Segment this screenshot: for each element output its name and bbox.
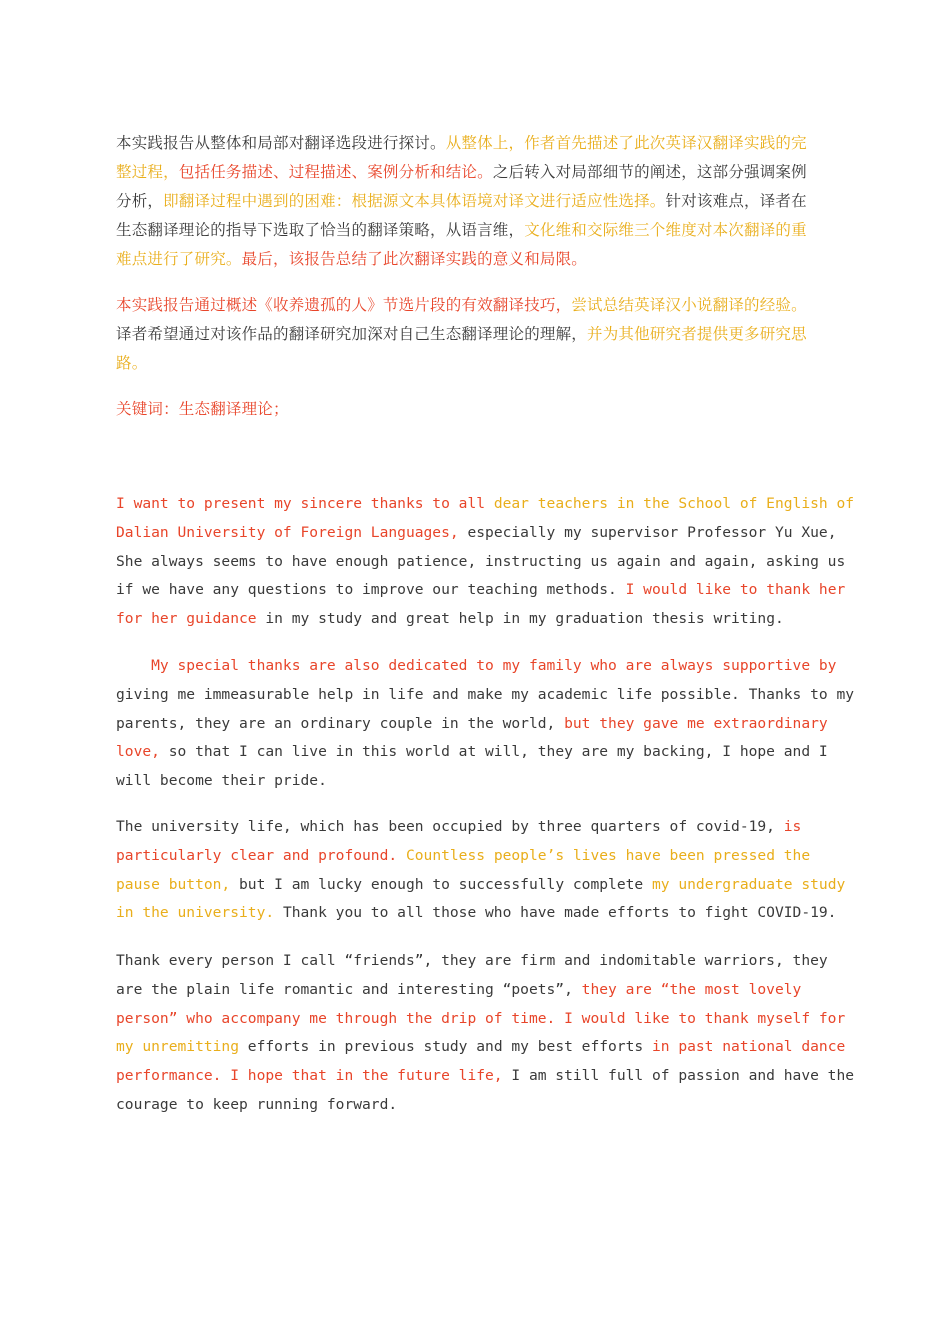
ack-paragraph-2 [116,652,855,796]
text-run: Thank you to all those who have made efforts to fight COVID-19. [274,904,837,922]
text-run: will become their pride. [116,772,327,790]
text-run: The university life, which has been occupied by three quarters of covid-19, [116,818,784,835]
text-run: so that I can live in this world at will, they are my backing, I hope and I [159,743,828,761]
text-run: but I am lucky enough to successfully complete [230,875,652,893]
text-run: 关键词：生态翻译理论； [116,400,289,418]
ack-paragraph-4 [116,947,855,1120]
text-run: efforts in previous study and my best efforts [239,1038,652,1056]
text-line [116,681,855,710]
text-line [116,1091,822,1120]
text-line [116,738,828,767]
text-run: 文化维和交际维三个维度对本次翻译的重难点进行了研究。 [116,221,807,268]
text-run: pause button, [116,875,231,893]
text-run: are the plain life romantic and interesting “poets”, [116,980,582,998]
text-line [116,1033,846,1062]
text-line [116,576,846,605]
text-run: love, [116,743,160,761]
text-run: 并为其他研究者提供更多研究思路。 [116,325,807,372]
text-run: 从整体上，作者首先描述了此次英译汉翻译实践的完整过程， [116,134,807,181]
text-run: especially my supervisor Professor Yu Xue, [458,523,837,541]
text-run: dear teachers in the School of English of [493,495,855,512]
text-line [116,652,837,681]
text-run: Thank every person I call “friends”, they are firm and indomitable warriors, they [116,952,828,969]
text-run: but they gave me extraordinary [564,714,828,732]
text-run: 译者希望通过对该作品的翻译研究加深对自己生态翻译理论的理解， [116,325,588,343]
text-run: 本实践报告通过概述《收养遗孤的人》节选片段的有效翻译技巧， [116,296,572,314]
text-line [116,1062,855,1091]
text-line [116,976,822,1005]
text-run: particularly clear and profound. [116,846,398,864]
ack-paragraph-3 [116,813,846,928]
text-run: they are “the most lovely [581,980,802,998]
text-line [116,947,828,976]
text-line [116,813,822,842]
keywords-line [116,395,820,424]
text-run: courage to keep running forward. [116,1095,398,1113]
text-line [116,710,828,739]
text-run: in past national dance [651,1038,846,1056]
abstract-paragraph-1 [116,129,820,274]
text-run: if we have any questions to improve our teaching methods. [116,581,626,599]
text-run: 尝试总结英译汉小说翻译的经验。 [571,296,807,314]
text-run: I would like to thank her [625,581,846,599]
text-line [116,1005,846,1034]
text-run: 包括任务描述、过程描述、案例分析和结论。 [178,163,493,181]
text-run: my undergraduate study [651,875,846,893]
text-run: is [783,818,802,835]
text-run: 即翻译过程中遇到的困难：根据源文本具体语境对译文进行适应性选择。 [163,192,666,210]
text-run: parents, they are an ordinary couple in the world, [116,714,565,732]
ack-paragraph-1 [116,490,855,634]
abstract-paragraph-2 [116,291,820,378]
text-run: in my study and great help in my graduation thesis writing. [256,610,784,628]
text-line [116,548,846,577]
text-run: Countless people’s lives have been pressed the [397,846,811,864]
text-run: giving me immeasurable help in life and make my academic life possible. Thanks to my [116,685,855,703]
text-line [116,490,855,519]
text-line [116,899,837,928]
text-run: 针对该难点，译者在生态翻译理论的指导下选取了恰当的翻译策略，从语言维， [116,192,807,239]
text-line [116,871,846,900]
text-line [116,519,837,548]
text-run: 之后转入对局部细节的阐述，这部分强调案例分析， [116,163,807,210]
text-run: performance. I hope that in the future life, [116,1067,503,1085]
text-run: person” who accompany me through the drip of time. I would like to thank myself for [116,1009,846,1027]
text-run: for her guidance [116,610,257,628]
text-run: 本实践报告从整体和局部对翻译选段进行探讨。 [116,134,446,152]
text-run: I am still full of passion and have the [502,1067,855,1085]
text-run: My special thanks are also dedicated to my family who are always supportive by [116,657,837,674]
text-run: Dalian University of Foreign Languages, [116,523,459,541]
text-run: She always seems to have enough patience, instructing us again and again, asking us [116,552,846,570]
text-run: my unremitting [116,1038,240,1056]
text-run: in the university. [116,904,275,922]
text-line [116,842,822,871]
text-run: I want to present my sincere thanks to all [116,495,494,512]
text-line [116,767,822,796]
text-run: 最后，该报告总结了此次翻译实践的意义和局限。 [241,250,588,268]
text-line [116,605,822,634]
